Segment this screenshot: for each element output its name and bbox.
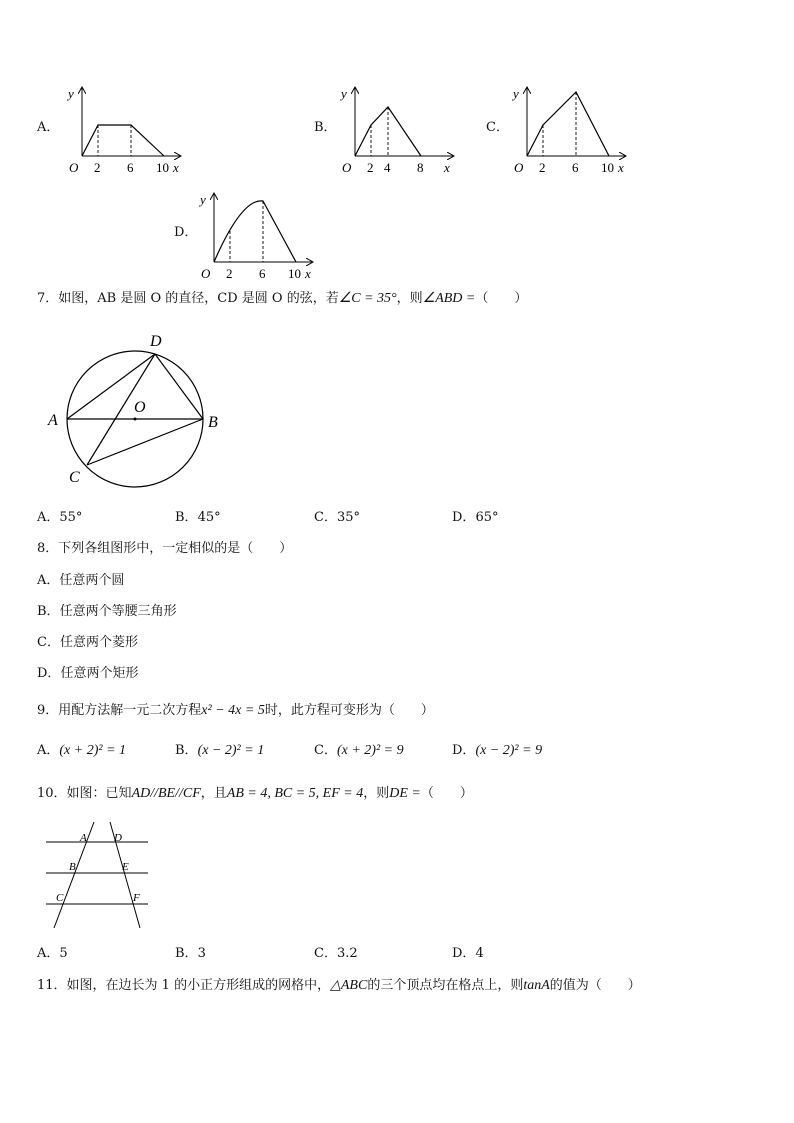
q7-question <box>37 291 527 307</box>
label-d: D <box>150 333 162 350</box>
segment-db <box>155 354 203 419</box>
label-o: O <box>134 399 146 416</box>
q8-option-c: C．任意两个菱形 <box>37 635 138 650</box>
q9-option-a: A．(x + 2)² = 1 <box>37 743 127 758</box>
origin-label: O <box>514 160 524 175</box>
math-expr: x² − 4x = 5 <box>201 703 265 718</box>
q6-option-c-label: C． <box>486 120 509 135</box>
label-a: A <box>80 832 87 844</box>
math-expr: tanA <box>523 978 550 993</box>
math-expr: ∠ABD = <box>422 291 476 306</box>
x-axis-label: x <box>444 160 450 175</box>
origin-label: O <box>342 160 352 175</box>
q8-option-b: B．任意两个等腰三角形 <box>37 604 177 619</box>
q9-question: 9．用配方法解一元二次方程x² − 4x = 5时，此方程可变形为（ ） <box>37 703 434 718</box>
y-axis-label: y <box>68 86 74 101</box>
math-expr: ∠C = 35° <box>338 291 397 306</box>
label-b: B <box>208 414 218 431</box>
x-tick: 6 <box>259 266 266 281</box>
q8-option-a: A．任意两个圆 <box>37 573 125 588</box>
q7-option-b: B．45° <box>175 510 221 525</box>
y-axis-label: y <box>513 86 519 101</box>
segment-cb <box>87 419 203 465</box>
q10-option-c: C．3.2 <box>314 946 358 961</box>
x-axis-label: x <box>305 266 311 281</box>
q9-option-d: D．(x − 2)² = 9 <box>452 743 543 758</box>
question-text: 如图，AB 是圆 O 的直径，CD 是圆 O 的弦，若 <box>58 291 339 306</box>
x-tick: 2 <box>539 160 546 175</box>
q7-option-c: C．35° <box>314 510 360 525</box>
x-tick: 10 <box>601 160 614 175</box>
math-expr: DE = <box>389 786 421 801</box>
x-axis-label: x <box>173 160 179 175</box>
q6-option-b-graph <box>333 82 463 176</box>
math-expr: AD//BE//CF <box>131 786 201 801</box>
q8-question: 8．下列各组图形中，一定相似的是（ ） <box>37 541 293 556</box>
graph-line <box>214 201 296 262</box>
graph-line <box>82 125 164 156</box>
center-point <box>134 418 137 421</box>
transversal-left <box>54 822 94 928</box>
origin-label: O <box>69 160 79 175</box>
label-c: C <box>69 469 80 486</box>
x-tick: 6 <box>572 160 579 175</box>
label-b: B <box>69 861 76 873</box>
q10-parallel-lines-figure <box>40 818 160 933</box>
x-tick: 6 <box>127 160 134 175</box>
x-tick: 8 <box>417 160 424 175</box>
x-axis-label: x <box>618 160 624 175</box>
y-axis-label: y <box>341 86 347 101</box>
label-a: A <box>48 412 58 429</box>
x-tick: 2 <box>367 160 374 175</box>
q10-option-a: A．5 <box>37 946 68 961</box>
q10-option-b: B．3 <box>175 946 206 961</box>
graph-line <box>527 92 609 156</box>
label-e: E <box>122 861 129 873</box>
q7-circle-figure <box>40 328 230 488</box>
question-number: 7． <box>37 291 59 306</box>
x-tick: 4 <box>384 160 391 175</box>
q6-option-a-label: A． <box>37 120 60 135</box>
q6-option-c-graph <box>505 82 635 176</box>
y-axis-label: y <box>200 192 206 207</box>
q9-option-c: C．(x + 2)² = 9 <box>314 743 404 758</box>
q6-option-d-graph <box>192 188 322 282</box>
label-d: D <box>114 832 122 844</box>
q7-option-d: D．65° <box>452 510 499 525</box>
math-expr: AB = 4, BC = 5, EF = 4 <box>226 786 364 801</box>
q10-question: 10．如图：已知AD//BE//CF，且AB = 4, BC = 5, EF = 4，则DE =（ ） <box>37 786 473 801</box>
x-tick: 2 <box>94 160 101 175</box>
label-f: F <box>133 892 140 904</box>
q8-option-d: D．任意两个矩形 <box>37 666 139 681</box>
q7-option-a: A．55° <box>37 510 83 525</box>
q6-option-d-label: D． <box>174 225 198 240</box>
origin-label: O <box>201 266 211 281</box>
x-tick: 10 <box>156 160 169 175</box>
q11-question: 11．如图，在边长为 1 的小正方形组成的网格中，△ABC的三个顶点均在格点上，则tanA的值为（ ） <box>37 978 641 993</box>
answer-blank: （ ） <box>475 291 528 306</box>
label-c: C <box>56 892 64 904</box>
q6-option-b-label: B． <box>314 120 337 135</box>
math-expr: △ABC <box>330 978 368 993</box>
x-tick: 10 <box>288 266 301 281</box>
q6-option-a-graph <box>60 82 190 176</box>
question-text: ，则 <box>396 291 423 306</box>
q10-option-d: D．4 <box>452 946 484 961</box>
x-tick: 2 <box>226 266 233 281</box>
q9-option-b: B．(x − 2)² = 1 <box>175 743 265 758</box>
